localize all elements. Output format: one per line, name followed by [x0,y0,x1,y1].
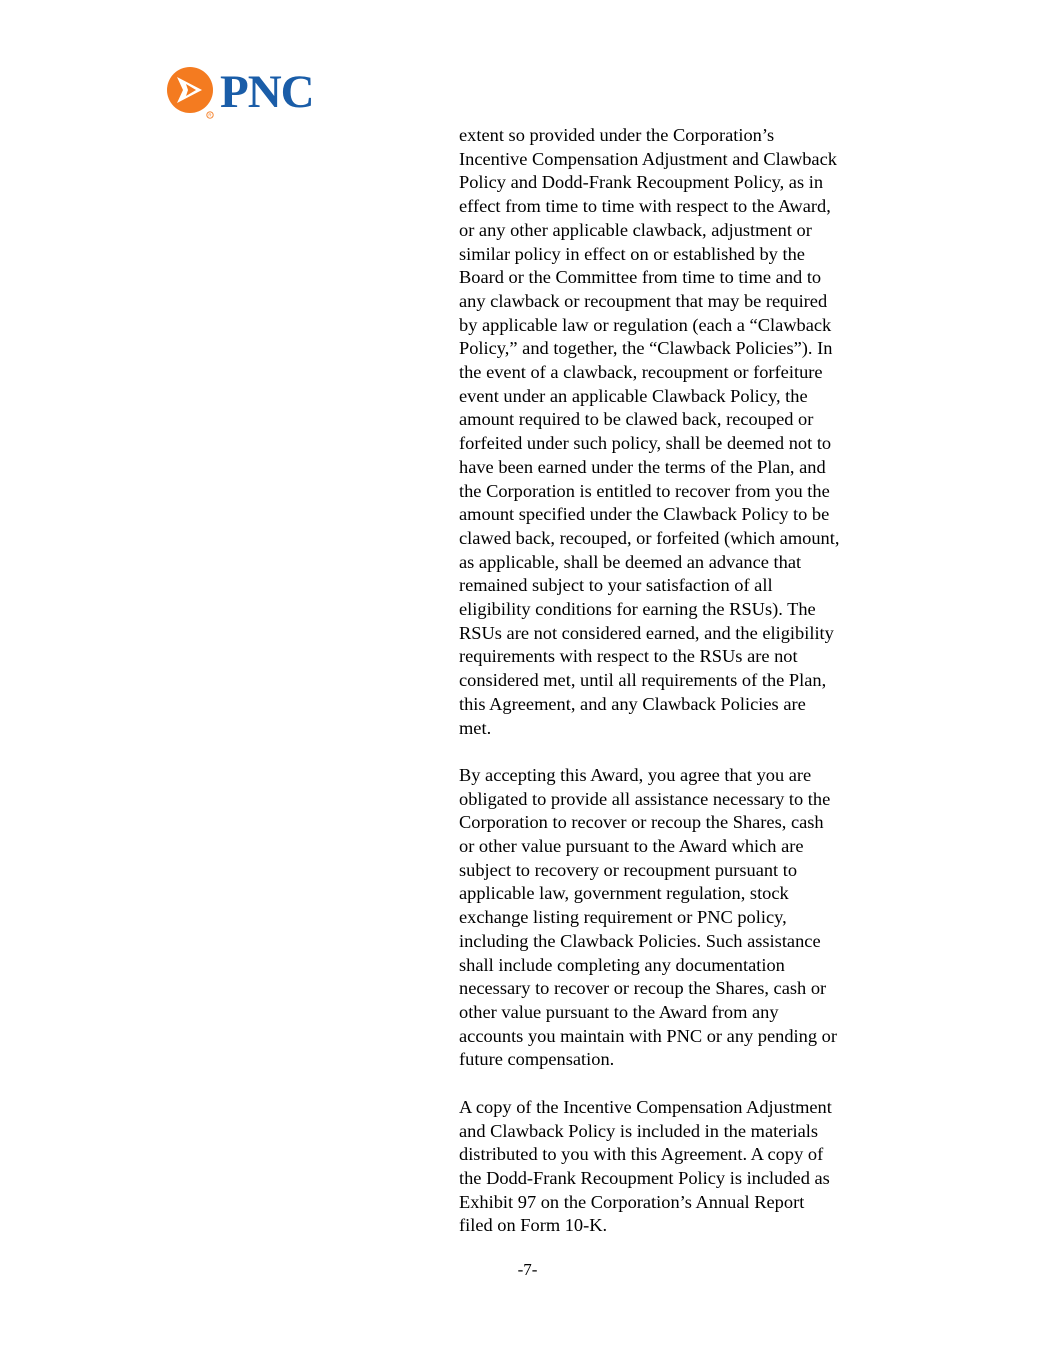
pnc-logo [165,66,337,120]
pnc-logo-mark-icon [165,66,217,120]
assistance-obligation-paragraph: By accepting this Award, you agree that you are obligated to provide all assistance necessary to the Corporation to recover or recoup the Shares, cash or other value pursuant to the Award which are subject to recovery or recoupment pursuant to applicable law, government regulation, stock exchange listing requirement or PNC policy, including the Clawback Policies. Such assistance shall include completing any documentation necessary to recover or recoup the Shares, cash or other value pursuant to the Award from any accounts you maintain with PNC or any pending or future compensation. [459,764,837,1070]
pnc-logo-wordmark: PNC [220,66,314,118]
document-body [459,124,899,1238]
clawback-policy-paragraph: extent so provided under the Corporation’s Incentive Compensation Adjustment and Clawback Policy and Dodd-Frank Recoupment Policy, as in effect from time to time with respect to the Award, or any other applicable clawback, adjustment or similar policy in effect on or established by the Board or the Committee from time to time and to any clawback or recoupment that may be required by applicable law or regulation (each a “Clawback Policy,” and together, the “Clawback Policies”). In the event of a clawback, recoupment or forfeiture event under an applicable Clawback Policy, the amount required to be clawed back, recouped or forfeited under such policy, shall be deemed not to have been earned under the terms of the Plan, and the Corporation is entitled to recover from you the amount specified under the Clawback Policy to be clawed back, recouped, or forfeited (which amount, as applicable, shall be deemed an advance that remained subject to your satisfaction of all eligibility conditions for earning the RSUs). The RSUs are not considered earned, and the eligibility requirements with respect to the RSUs are not considered met, until all requirements of the Plan, this Agreement, and any Clawback Policies are met. [459,125,840,738]
svg-text:R: R [208,112,212,118]
policy-copy-paragraph: A copy of the Incentive Compensation Adjustment and Clawback Policy is included in the materials distributed to you with this Agreement. A copy of the Dodd-Frank Recoupment Policy is included as Exhibit 97 on the Corporation’s Annual Report filed on Form 10-K. [459,1096,832,1236]
page-number: -7- [517,1260,538,1279]
